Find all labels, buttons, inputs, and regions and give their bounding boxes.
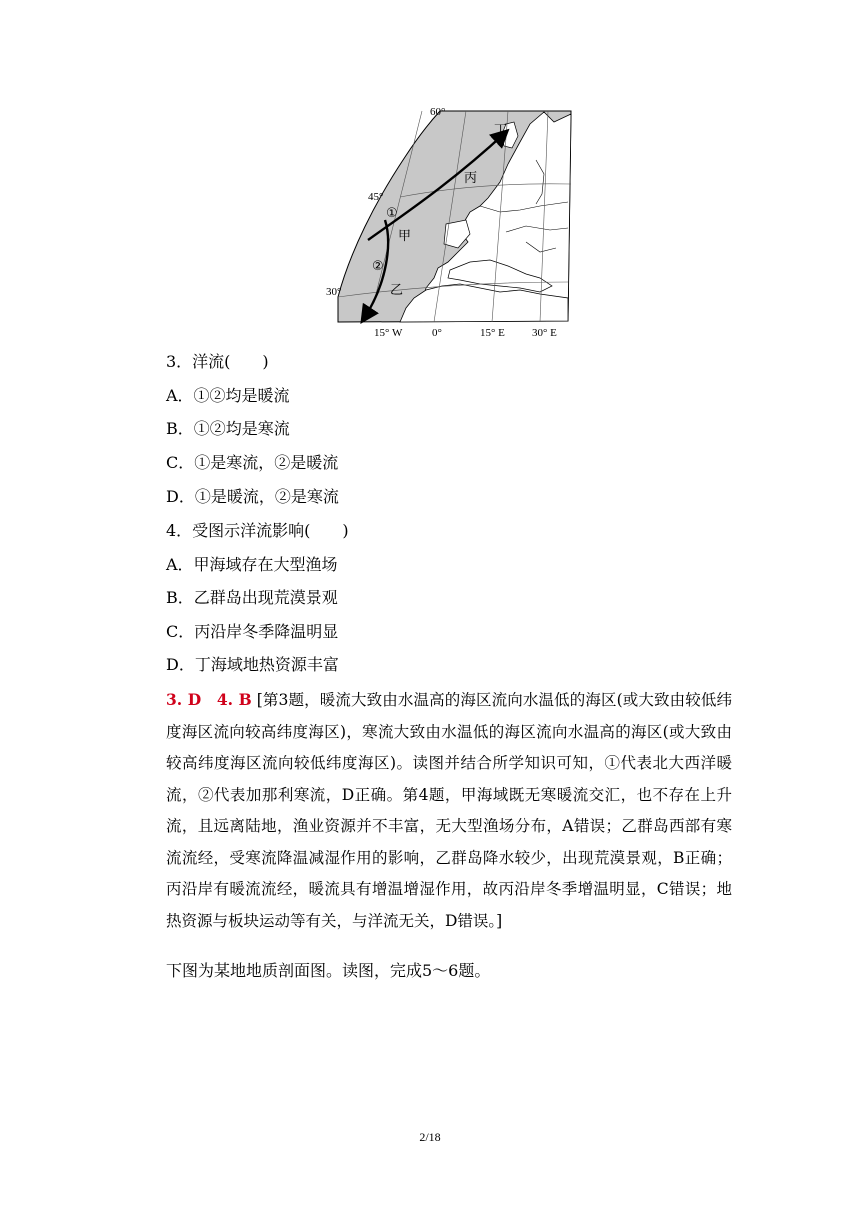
question-3-option-a: A．①②均是暖流 [166, 386, 290, 405]
question-4-option-a: A．甲海域存在大型渔场 [166, 555, 338, 574]
ocean-current-map [326, 102, 580, 342]
region-yi: 乙 [390, 283, 404, 298]
question-3-stem: 3．洋流( ) [166, 352, 269, 371]
question-4-option-b: B．乙群岛出现荒漠景观 [166, 588, 338, 607]
lat-label-60: 60° [430, 106, 446, 118]
question-3-option-c: C．①是寒流，②是暖流 [166, 453, 339, 472]
question-3-option-b: B．①②均是寒流 [166, 419, 290, 438]
answer-explanation [166, 684, 732, 937]
region-bing: 丙 [464, 171, 478, 186]
lon-label-15e: 15° E [480, 327, 505, 339]
lon-label-30e: 30° E [532, 327, 557, 339]
question-3-option-d: D．①是暖流，②是寒流 [166, 487, 339, 506]
page-number: 2/18 [419, 1130, 441, 1144]
current-1-label: ① [386, 206, 398, 221]
current-2-label: ② [372, 259, 384, 274]
next-section-intro: 下图为某地地质剖面图。读图，完成5～6题。 [166, 961, 491, 980]
lon-label-15w: 15° W [374, 327, 403, 339]
answer-key: 3. D 4. B [166, 690, 252, 709]
region-jia: 甲 [398, 229, 412, 244]
question-4-option-d: D．丁海域地热资源丰富 [166, 655, 339, 674]
lon-label-0: 0° [432, 327, 442, 339]
region-ding: 丁 [494, 123, 508, 138]
lat-label-30: 30° [326, 286, 342, 298]
lat-label-45: 45° [368, 191, 384, 203]
question-4-stem: 4．受图示洋流影响( ) [166, 521, 349, 540]
answer-text: [第3题，暖流大致由水温高的海区流向水温低的海区(或大致由较低纬度海区流向较高纬度海区)，寒流大致由水温低的海区流向水温高的海区(或大致由较高纬度海区流向较低纬度海区)。读图并结合所学知识可知，①代表北大西洋暖流，②代表加那利寒流，D正确。第4题，甲海域既无寒暖流交汇，也不存在上升流，且远离陆地，渔业资源并不丰富，无大型渔场分布，A错误；乙群岛西部有寒流流经，受寒流降温减湿作用的影响，乙群岛降水较少，出现荒漠景观，B正确；丙沿岸有暖流流经，暖流具有增温增湿作用，故丙沿岸冬季增温明显，C错误；地热资源与板块运动等有关，与洋流无关，D错误。] [166, 691, 732, 930]
question-4-option-c: C．丙沿岸冬季降温明显 [166, 622, 339, 641]
